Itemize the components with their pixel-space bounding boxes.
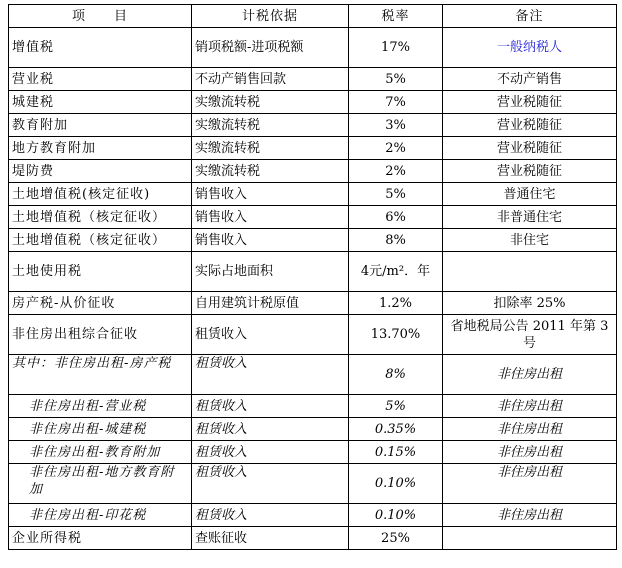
cell-note: 非住房出租 bbox=[443, 441, 617, 464]
header-note: 备注 bbox=[443, 5, 617, 28]
cell-item: 非住房出租-地方教育附加 bbox=[9, 464, 192, 504]
table-row bbox=[9, 68, 617, 91]
cell-note: 非住房出租 bbox=[443, 504, 617, 527]
cell-note: 一般纳税人 bbox=[443, 28, 617, 68]
cell-rate: 0.10% bbox=[349, 464, 443, 504]
cell-note: 不动产销售 bbox=[443, 68, 617, 91]
cell-rate: 6% bbox=[349, 206, 443, 229]
cell-rate: 13.70% bbox=[349, 315, 443, 355]
cell-rate: 0.15% bbox=[349, 441, 443, 464]
cell-rate: 17% bbox=[349, 28, 443, 68]
cell-basis: 自用建筑计税原值 bbox=[192, 292, 349, 315]
cell-basis: 实缴流转税 bbox=[192, 160, 349, 183]
cell-item: 城建税 bbox=[9, 91, 192, 114]
cell-rate: 5% bbox=[349, 395, 443, 418]
cell-note: 营业税随征 bbox=[443, 91, 617, 114]
table-row bbox=[9, 229, 617, 252]
cell-item: 非住房出租-营业税 bbox=[9, 395, 192, 418]
cell-basis: 实缴流转税 bbox=[192, 137, 349, 160]
table-row bbox=[9, 464, 617, 504]
cell-rate: 7% bbox=[349, 91, 443, 114]
cell-item: 房产税-从价征收 bbox=[9, 292, 192, 315]
cell-note: 非住房出租 bbox=[443, 355, 617, 395]
cell-basis: 销售收入 bbox=[192, 229, 349, 252]
cell-rate: 0.35% bbox=[349, 418, 443, 441]
cell-note: 省地税局公告 2011 年第 3 号 bbox=[443, 315, 617, 355]
cell-note: 营业税随征 bbox=[443, 137, 617, 160]
cell-basis: 实际占地面积 bbox=[192, 252, 349, 292]
cell-note: 非普通住宅 bbox=[443, 206, 617, 229]
table-row bbox=[9, 315, 617, 355]
cell-rate: 1.2% bbox=[349, 292, 443, 315]
cell-basis: 租赁收入 bbox=[192, 315, 349, 355]
cell-basis: 销售收入 bbox=[192, 206, 349, 229]
header-item: 项 目 bbox=[9, 5, 192, 28]
table-row bbox=[9, 355, 617, 395]
header-row bbox=[9, 5, 617, 28]
header-rate: 税率 bbox=[349, 5, 443, 28]
cell-note bbox=[443, 252, 617, 292]
cell-note: 扣除率 25% bbox=[443, 292, 617, 315]
cell-note: 非住房出租 bbox=[443, 395, 617, 418]
cell-rate: 2% bbox=[349, 137, 443, 160]
cell-item: 非住房出租-教育附加 bbox=[9, 441, 192, 464]
cell-note: 普通住宅 bbox=[443, 183, 617, 206]
cell-item: 企业所得税 bbox=[9, 527, 192, 550]
cell-note bbox=[443, 527, 617, 550]
cell-item: 土地增值税(核定征收) bbox=[9, 183, 192, 206]
cell-basis: 租赁收入 bbox=[192, 418, 349, 441]
cell-rate: 0.10% bbox=[349, 504, 443, 527]
cell-item: 其中：非住房出租-房产税 bbox=[9, 355, 192, 395]
header-basis: 计税依据 bbox=[192, 5, 349, 28]
cell-basis: 实缴流转税 bbox=[192, 91, 349, 114]
table-row bbox=[9, 91, 617, 114]
cell-rate: 8% bbox=[349, 355, 443, 395]
table-row bbox=[9, 395, 617, 418]
cell-basis: 销售收入 bbox=[192, 183, 349, 206]
cell-rate: 2% bbox=[349, 160, 443, 183]
cell-item: 地方教育附加 bbox=[9, 137, 192, 160]
cell-note: 非住宅 bbox=[443, 229, 617, 252]
table-row bbox=[9, 114, 617, 137]
cell-rate: 25% bbox=[349, 527, 443, 550]
cell-item: 非住房出租-印花税 bbox=[9, 504, 192, 527]
cell-rate: 5% bbox=[349, 183, 443, 206]
cell-item: 土地增值税（核定征收） bbox=[9, 206, 192, 229]
cell-item: 堤防费 bbox=[9, 160, 192, 183]
table-row bbox=[9, 292, 617, 315]
cell-basis: 销项税额-进项税额 bbox=[192, 28, 349, 68]
table-row bbox=[9, 160, 617, 183]
cell-rate: 3% bbox=[349, 114, 443, 137]
cell-item: 教育附加 bbox=[9, 114, 192, 137]
cell-rate: 5% bbox=[349, 68, 443, 91]
table-row bbox=[9, 183, 617, 206]
table-row bbox=[9, 28, 617, 68]
table-row bbox=[9, 252, 617, 292]
cell-basis: 租赁收入 bbox=[192, 441, 349, 464]
table-row bbox=[9, 206, 617, 229]
table-row bbox=[9, 504, 617, 527]
cell-item: 营业税 bbox=[9, 68, 192, 91]
cell-item: 土地增值税（核定征收） bbox=[9, 229, 192, 252]
cell-note: 营业税随征 bbox=[443, 114, 617, 137]
cell-basis: 不动产销售回款 bbox=[192, 68, 349, 91]
cell-basis: 租赁收入 bbox=[192, 464, 349, 504]
cell-note: 非住房出租 bbox=[443, 418, 617, 441]
cell-item: 增值税 bbox=[9, 28, 192, 68]
cell-item: 非住房出租综合征收 bbox=[9, 315, 192, 355]
cell-basis: 租赁收入 bbox=[192, 355, 349, 395]
cell-item: 非住房出租-城建税 bbox=[9, 418, 192, 441]
table-row bbox=[9, 441, 617, 464]
cell-rate: 4元/m²．年 bbox=[349, 252, 443, 292]
cell-basis: 查账征收 bbox=[192, 527, 349, 550]
cell-note: 营业税随征 bbox=[443, 160, 617, 183]
cell-basis: 租赁收入 bbox=[192, 395, 349, 418]
table-row bbox=[9, 418, 617, 441]
tax-table bbox=[8, 4, 617, 550]
cell-rate: 8% bbox=[349, 229, 443, 252]
table-row bbox=[9, 137, 617, 160]
cell-basis: 实缴流转税 bbox=[192, 114, 349, 137]
cell-item: 土地使用税 bbox=[9, 252, 192, 292]
cell-note: 非住房出租 bbox=[443, 464, 617, 504]
table-row bbox=[9, 527, 617, 550]
cell-basis: 租赁收入 bbox=[192, 504, 349, 527]
